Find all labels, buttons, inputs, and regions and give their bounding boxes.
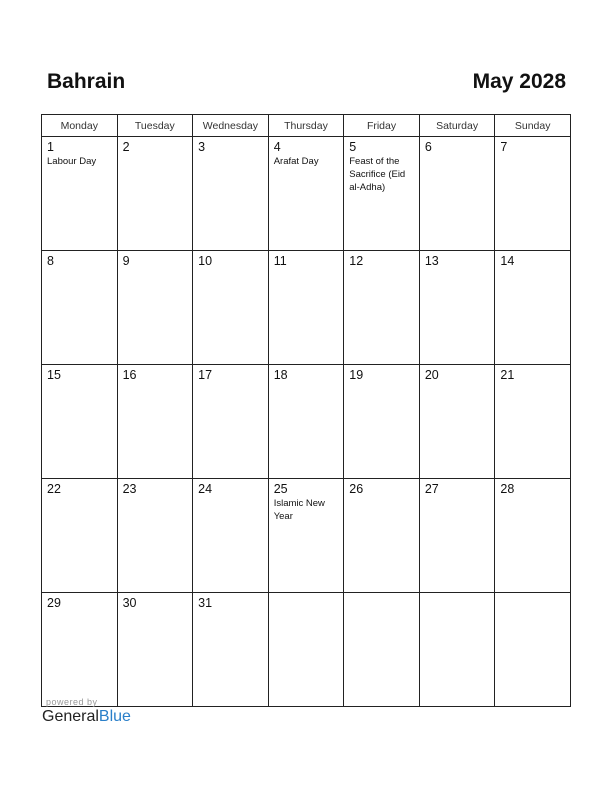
day-number: 23 [122, 482, 137, 496]
holiday-label: Islamic New Year [273, 498, 325, 522]
day-number: 4 [273, 140, 281, 154]
weekday-header: Wednesday [193, 115, 269, 137]
holiday-label: Labour Day [47, 156, 97, 167]
brand-logo [42, 708, 131, 726]
day-number: 28 [500, 482, 515, 496]
day-number: 19 [349, 368, 364, 382]
day-cell [344, 479, 420, 593]
brand-general: General [42, 708, 99, 725]
day-cell [117, 593, 193, 707]
day-number: 13 [424, 254, 439, 268]
day-cell [419, 593, 495, 707]
day-cell [42, 479, 118, 593]
day-number: 29 [47, 596, 61, 610]
day-number: 8 [47, 254, 54, 268]
day-number: 10 [198, 254, 213, 268]
weekday-header: Thursday [268, 115, 344, 137]
day-number: 16 [122, 368, 137, 382]
day-number: 15 [47, 368, 61, 382]
day-cell [268, 479, 344, 593]
day-cell [42, 593, 118, 707]
week-row [42, 137, 571, 251]
day-cell [117, 251, 193, 365]
day-cell [117, 137, 193, 251]
day-number: 2 [122, 140, 130, 154]
day-cell [42, 137, 118, 251]
day-number: 25 [273, 482, 288, 496]
week-row [42, 479, 571, 593]
day-number: 27 [424, 482, 439, 496]
day-number: 30 [122, 596, 137, 610]
day-number: 3 [198, 140, 206, 154]
day-cell [193, 365, 269, 479]
day-number: 6 [424, 140, 432, 154]
day-cell [495, 137, 571, 251]
weekday-header: Tuesday [117, 115, 193, 137]
day-cell [344, 137, 420, 251]
week-row [42, 365, 571, 479]
day-cell [419, 365, 495, 479]
holiday-label: Feast of the Sacrifice (Eid al-Adha) [349, 156, 406, 193]
weekday-header-row [42, 115, 571, 137]
day-cell [495, 251, 571, 365]
day-cell [268, 137, 344, 251]
day-cell [344, 593, 420, 707]
day-cell [193, 137, 269, 251]
day-cell [268, 365, 344, 479]
day-number: 31 [198, 596, 213, 610]
brand-blue: Blue [98, 708, 131, 725]
day-number: 5 [349, 140, 357, 154]
weekday-header: Sunday [495, 115, 571, 137]
day-number: 18 [273, 368, 288, 382]
day-number: 1 [47, 140, 54, 154]
day-cell [495, 365, 571, 479]
day-cell [495, 593, 571, 707]
day-cell [193, 251, 269, 365]
week-row [42, 251, 571, 365]
calendar-grid [41, 114, 571, 707]
day-cell [42, 251, 118, 365]
weekday-header: Friday [344, 115, 420, 137]
month-year-title: May 2028 [472, 70, 566, 93]
day-number: 7 [500, 140, 508, 154]
week-row [42, 593, 571, 707]
holiday-label: Arafat Day [273, 156, 319, 167]
day-number: 26 [349, 482, 364, 496]
country-title: Bahrain [47, 70, 126, 93]
day-cell [419, 137, 495, 251]
day-cell [193, 593, 269, 707]
day-cell [344, 251, 420, 365]
day-cell [42, 365, 118, 479]
day-cell [268, 251, 344, 365]
day-cell [117, 365, 193, 479]
day-cell [268, 593, 344, 707]
day-number: 11 [273, 254, 287, 268]
day-number: 9 [122, 254, 130, 268]
day-cell [344, 365, 420, 479]
day-cell [117, 479, 193, 593]
day-number: 20 [424, 368, 439, 382]
day-cell [419, 251, 495, 365]
day-number: 24 [198, 482, 213, 496]
weekday-header: Monday [42, 115, 118, 137]
weekday-header: Saturday [419, 115, 495, 137]
day-number: 22 [47, 482, 61, 496]
powered-by-text: powered by [46, 697, 98, 707]
day-number: 14 [500, 254, 515, 268]
day-cell [495, 479, 571, 593]
day-number: 17 [198, 368, 213, 382]
day-number: 12 [349, 254, 364, 268]
day-number: 21 [500, 368, 515, 382]
day-cell [193, 479, 269, 593]
day-cell [419, 479, 495, 593]
